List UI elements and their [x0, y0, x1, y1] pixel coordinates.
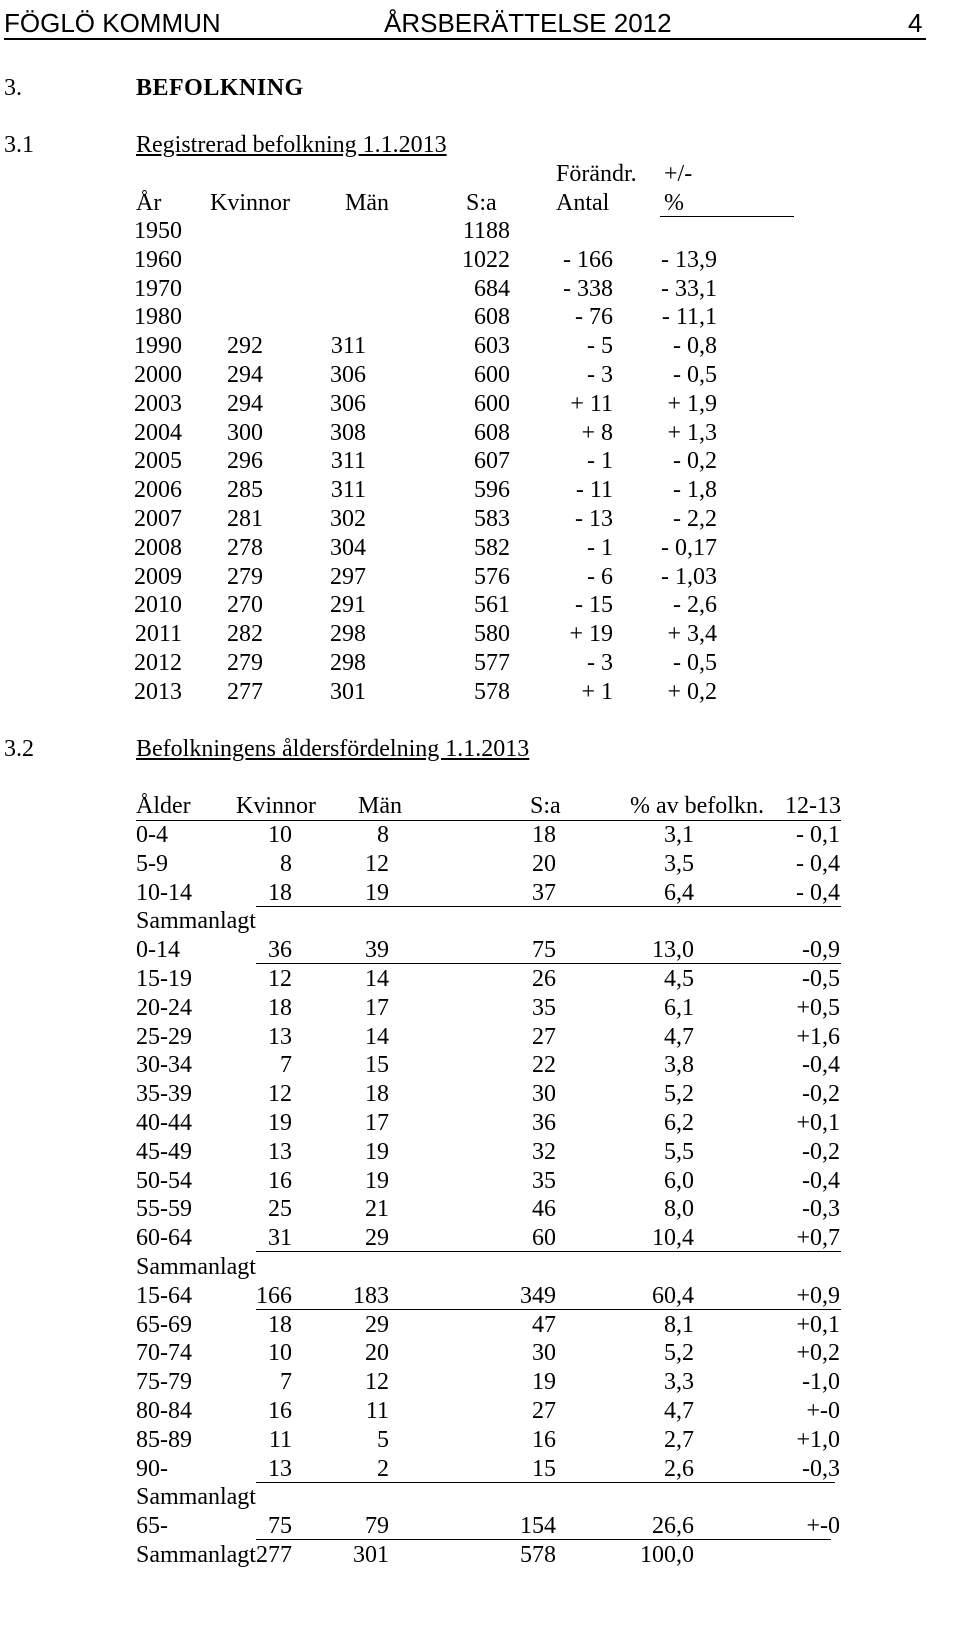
change-count-cell: - 3: [587, 650, 613, 676]
age-cell: 50-54: [136, 1167, 192, 1194]
women-cell: 8: [280, 850, 292, 877]
age-cell: 55-59: [136, 1196, 192, 1223]
change-count-cell: - 5: [587, 333, 613, 360]
men-cell: 291: [330, 592, 366, 619]
block-underline: [256, 906, 841, 907]
sub2-title: Befolkningens åldersfördelning 1.1.2013: [136, 736, 530, 762]
women-cell: 16: [268, 1167, 292, 1194]
total-cell: 36: [532, 1110, 556, 1136]
men-cell: 15: [365, 1052, 389, 1079]
share-cell: 6,0: [664, 1167, 694, 1194]
women-cell: 10: [268, 1340, 292, 1367]
women-cell: 292: [227, 333, 263, 360]
total-cell: 15: [532, 1455, 556, 1482]
share-cell: 5,2: [664, 1081, 694, 1108]
women-cell: 13: [268, 1455, 292, 1482]
col-header-age: Ålder: [136, 793, 191, 819]
share-cell: 4,7: [664, 1023, 694, 1050]
total-cell: 19: [532, 1369, 556, 1396]
sub1-number: 3.1: [4, 132, 34, 158]
age-cell: 25-29: [136, 1023, 192, 1050]
year-cell: 1990: [134, 333, 182, 360]
women-cell: 277: [256, 1542, 292, 1568]
col-header-year: År: [136, 190, 162, 216]
men-cell: 79: [365, 1513, 389, 1540]
change-cell: -0,5: [802, 966, 840, 992]
age-cell: 90-: [136, 1455, 168, 1482]
women-cell: 16: [268, 1398, 292, 1424]
men-cell: 29: [365, 1225, 389, 1252]
age-cell: 20-24: [136, 994, 192, 1021]
col-header-women: Kvinnor: [236, 793, 316, 819]
age-cell: 80-84: [136, 1398, 192, 1424]
year-cell: 1950: [134, 218, 182, 244]
total-cell: 27: [532, 1398, 556, 1424]
women-cell: 12: [268, 1081, 292, 1108]
total-cell: 608: [474, 419, 510, 446]
share-cell: 3,1: [664, 822, 694, 848]
share-cell: 8,0: [664, 1196, 694, 1223]
year-cell: 2000: [134, 362, 182, 388]
men-cell: 14: [365, 1023, 389, 1050]
change-cell: +1,6: [796, 1023, 840, 1050]
year-cell: 1960: [134, 246, 182, 273]
col-header-pct: +/-: [664, 161, 693, 187]
year-cell: 2004: [134, 419, 182, 446]
total-cell: 349: [520, 1282, 556, 1309]
change-cell: +0,2: [796, 1340, 840, 1367]
col-header-change: Förändr.: [556, 161, 637, 187]
change-count-cell: - 76: [575, 304, 613, 331]
col-header-percent: %: [664, 190, 684, 216]
change-cell: - 0,1: [796, 822, 840, 848]
men-cell: 311: [330, 477, 366, 504]
share-cell: 2,6: [664, 1455, 694, 1482]
total-cell: 30: [532, 1081, 556, 1108]
header-report-title: ÅRSBERÄTTELSE 2012: [384, 8, 672, 38]
women-cell: 7: [280, 1052, 292, 1079]
change-percent-cell: + 0,2: [667, 678, 717, 705]
men-cell: 298: [330, 650, 366, 676]
age-cell: Sammanlagt: [136, 1542, 256, 1568]
age-cell: 75-79: [136, 1369, 192, 1396]
year-cell: 2005: [134, 448, 182, 475]
total-cell: 35: [532, 994, 556, 1021]
col-header-count: Antal: [556, 190, 610, 216]
col-header-men: Män: [358, 793, 402, 819]
total-cell: 578: [520, 1542, 556, 1568]
total-cell: 596: [474, 477, 510, 504]
women-cell: 12: [268, 966, 292, 992]
share-cell: 6,2: [664, 1110, 694, 1136]
col-header-change: 12-13: [785, 793, 841, 819]
women-cell: 11: [268, 1426, 292, 1453]
men-cell: 17: [365, 1110, 389, 1136]
men-cell: 306: [330, 362, 366, 388]
men-cell: 304: [330, 534, 366, 561]
section-number: 3.: [4, 75, 22, 101]
col-header-men: Män: [345, 190, 389, 216]
total-cell: 600: [474, 390, 510, 417]
change-count-cell: - 11: [575, 477, 613, 504]
share-cell: 6,1: [664, 994, 694, 1021]
women-cell: 277: [227, 678, 263, 705]
change-percent-cell: + 1,3: [667, 419, 717, 446]
year-cell: 2012: [134, 650, 182, 676]
change-cell: -0,9: [802, 937, 840, 964]
change-percent-cell: - 33,1: [661, 275, 717, 302]
change-count-cell: - 1: [587, 448, 613, 475]
header-municipality: FÖGLÖ KOMMUN: [4, 8, 221, 38]
men-cell: 19: [365, 879, 389, 906]
men-cell: 306: [330, 390, 366, 417]
change-cell: +0,9: [796, 1282, 840, 1309]
change-cell: +0,5: [796, 994, 840, 1021]
change-percent-cell: - 13,9: [661, 246, 717, 273]
change-count-cell: - 3: [587, 362, 613, 388]
total-cell: 47: [532, 1311, 556, 1338]
women-cell: 7: [280, 1369, 292, 1396]
change-count-cell: + 1: [581, 678, 613, 705]
age-cell: 65-69: [136, 1311, 192, 1338]
men-cell: 19: [365, 1167, 389, 1194]
total-cell: 37: [532, 879, 556, 906]
total-cell: 561: [474, 592, 510, 619]
share-cell: 13,0: [652, 937, 694, 964]
share-cell: 5,5: [664, 1138, 694, 1165]
year-cell: 2006: [134, 477, 182, 504]
men-cell: 2: [377, 1455, 389, 1482]
year-cell: 2007: [134, 506, 182, 532]
total-cell: 60: [532, 1225, 556, 1252]
age-cell: 40-44: [136, 1110, 192, 1136]
total-cell: 27: [532, 1023, 556, 1050]
men-cell: 21: [365, 1196, 389, 1223]
women-cell: 18: [268, 1311, 292, 1338]
sub1-title: Registrerad befolkning 1.1.2013: [136, 132, 447, 158]
women-cell: 282: [227, 621, 263, 648]
change-cell: -0,4: [802, 1167, 840, 1194]
total-cell: 608: [474, 304, 510, 331]
change-count-cell: - 6: [587, 563, 613, 590]
subtotal-underline: [256, 963, 841, 964]
women-cell: 31: [268, 1225, 292, 1252]
total-cell: 582: [474, 534, 510, 561]
men-cell: 311: [330, 333, 366, 360]
change-cell: -0,2: [802, 1081, 840, 1108]
total-cell: 603: [474, 333, 510, 360]
age-cell: 65-: [136, 1513, 168, 1540]
women-cell: 281: [227, 506, 263, 532]
subtotal-label: Sammanlagt: [136, 1484, 256, 1511]
men-cell: 297: [330, 563, 366, 590]
men-cell: 301: [353, 1542, 389, 1568]
men-cell: 29: [365, 1311, 389, 1338]
change-percent-cell: + 1,9: [667, 390, 717, 417]
change-cell: -1,0: [802, 1369, 840, 1396]
col-header-share: % av befolkn.: [630, 793, 764, 819]
share-cell: 10,4: [652, 1225, 694, 1252]
change-count-cell: + 8: [581, 419, 613, 446]
change-count-cell: - 15: [575, 592, 613, 619]
section-title: BEFOLKNING: [136, 75, 304, 101]
share-cell: 6,4: [664, 879, 694, 906]
women-cell: 270: [227, 592, 263, 619]
change-percent-cell: - 0,2: [673, 448, 717, 475]
year-cell: 2008: [134, 534, 182, 561]
subtotal-label: Sammanlagt: [136, 1254, 256, 1280]
subtotal-label: Sammanlagt: [136, 908, 256, 935]
men-cell: 308: [330, 419, 366, 446]
men-cell: 183: [353, 1282, 389, 1309]
share-cell: 2,7: [664, 1426, 694, 1453]
men-cell: 8: [377, 822, 389, 848]
year-cell: 2009: [134, 563, 182, 590]
sub2-number: 3.2: [4, 736, 34, 762]
women-cell: 13: [268, 1138, 292, 1165]
age-cell: 35-39: [136, 1081, 192, 1108]
men-cell: 12: [365, 1369, 389, 1396]
change-cell: +-0: [806, 1513, 840, 1540]
year-cell: 2003: [134, 390, 182, 417]
year-cell: 2013: [134, 678, 182, 705]
change-percent-cell: - 0,5: [673, 650, 717, 676]
total-cell: 1188: [462, 218, 510, 244]
women-cell: 279: [227, 650, 263, 676]
age-cell: 60-64: [136, 1225, 192, 1252]
total-cell: 576: [474, 563, 510, 590]
women-cell: 300: [227, 419, 263, 446]
col-header-total: S:a: [530, 793, 561, 819]
header-rule: [4, 38, 926, 40]
year-cell: 1970: [134, 275, 182, 302]
men-cell: 5: [377, 1426, 389, 1453]
men-cell: 11: [365, 1398, 389, 1424]
change-percent-cell: - 2,2: [673, 506, 717, 532]
change-count-cell: - 13: [575, 506, 613, 532]
change-cell: +0,7: [796, 1225, 840, 1252]
women-cell: 296: [227, 448, 263, 475]
women-cell: 18: [268, 994, 292, 1021]
total-cell: 1022: [462, 246, 510, 273]
total-cell: 75: [532, 937, 556, 964]
subtotal-underline: [256, 1309, 841, 1310]
header-page-number: 4: [908, 8, 923, 38]
share-cell: 4,5: [664, 966, 694, 992]
total-cell: 35: [532, 1167, 556, 1194]
men-cell: 12: [365, 850, 389, 877]
year-cell: 2010: [134, 592, 182, 619]
total-cell: 600: [474, 362, 510, 388]
men-cell: 19: [365, 1138, 389, 1165]
block-underline: [256, 1482, 835, 1483]
change-cell: +0,1: [796, 1311, 840, 1338]
men-cell: 311: [330, 448, 366, 475]
age-cell: 0-14: [136, 937, 180, 964]
women-cell: 294: [227, 362, 263, 388]
change-percent-cell: - 1,8: [673, 477, 717, 504]
change-percent-cell: - 2,6: [673, 592, 717, 619]
share-cell: 3,8: [664, 1052, 694, 1079]
change-cell: -0,3: [802, 1196, 840, 1223]
share-cell: 60,4: [652, 1282, 694, 1309]
women-cell: 75: [268, 1513, 292, 1540]
header-underline: [660, 216, 794, 217]
change-count-cell: - 1: [587, 534, 613, 561]
age-cell: 45-49: [136, 1138, 192, 1165]
age-cell: 85-89: [136, 1426, 192, 1453]
change-cell: -0,2: [802, 1138, 840, 1165]
subtotal-underline: [256, 1539, 831, 1540]
women-cell: 36: [268, 937, 292, 964]
share-cell: 100,0: [640, 1542, 694, 1568]
change-percent-cell: - 0,5: [673, 362, 717, 388]
women-cell: 18: [268, 879, 292, 906]
change-count-cell: + 19: [569, 621, 613, 648]
change-percent-cell: + 3,4: [667, 621, 717, 648]
change-cell: +0,1: [796, 1110, 840, 1136]
share-cell: 4,7: [664, 1398, 694, 1424]
year-cell: 1980: [134, 304, 182, 331]
total-cell: 32: [532, 1138, 556, 1165]
total-cell: 583: [474, 506, 510, 532]
share-cell: 3,5: [664, 850, 694, 877]
age-cell: 0-4: [136, 822, 168, 848]
year-cell: 2011: [134, 621, 182, 648]
total-cell: 154: [520, 1513, 556, 1540]
men-cell: 20: [365, 1340, 389, 1367]
change-cell: -0,3: [802, 1455, 840, 1482]
change-cell: - 0,4: [796, 879, 840, 906]
change-cell: +1,0: [796, 1426, 840, 1453]
women-cell: 10: [268, 822, 292, 848]
men-cell: 39: [365, 937, 389, 964]
change-cell: -0,4: [802, 1052, 840, 1079]
women-cell: 285: [227, 477, 263, 504]
change-cell: +-0: [806, 1398, 840, 1424]
men-cell: 18: [365, 1081, 389, 1108]
total-cell: 580: [474, 621, 510, 648]
share-cell: 5,2: [664, 1340, 694, 1367]
col-header-women: Kvinnor: [210, 190, 290, 216]
women-cell: 25: [268, 1196, 292, 1223]
total-cell: 22: [532, 1052, 556, 1079]
men-cell: 298: [330, 621, 366, 648]
total-cell: 577: [474, 650, 510, 676]
age-cell: 5-9: [136, 850, 168, 877]
col-header-total: S:a: [466, 190, 497, 216]
age-cell: 15-64: [136, 1282, 192, 1309]
men-cell: 301: [330, 678, 366, 705]
men-cell: 17: [365, 994, 389, 1021]
total-cell: 30: [532, 1340, 556, 1367]
total-cell: 16: [532, 1426, 556, 1453]
change-percent-cell: - 1,03: [661, 563, 717, 590]
share-cell: 3,3: [664, 1369, 694, 1396]
change-cell: - 0,4: [796, 850, 840, 877]
women-cell: 19: [268, 1110, 292, 1136]
age-cell: 10-14: [136, 879, 192, 906]
block-underline: [256, 1251, 841, 1252]
change-count-cell: + 11: [570, 390, 613, 417]
total-cell: 607: [474, 448, 510, 475]
age-cell: 15-19: [136, 966, 192, 992]
total-cell: 20: [532, 850, 556, 877]
total-cell: 46: [532, 1196, 556, 1223]
women-cell: 13: [268, 1023, 292, 1050]
change-percent-cell: - 11,1: [661, 304, 717, 331]
total-cell: 26: [532, 966, 556, 992]
change-count-cell: - 338: [563, 275, 613, 302]
total-cell: 684: [474, 275, 510, 302]
change-count-cell: - 166: [563, 246, 613, 273]
women-cell: 294: [227, 390, 263, 417]
share-cell: 8,1: [664, 1311, 694, 1338]
men-cell: 14: [365, 966, 389, 992]
age-cell: 30-34: [136, 1052, 192, 1079]
share-cell: 26,6: [652, 1513, 694, 1540]
women-cell: 278: [227, 534, 263, 561]
men-cell: 302: [330, 506, 366, 532]
women-cell: 279: [227, 563, 263, 590]
age-cell: 70-74: [136, 1340, 192, 1367]
change-percent-cell: - 0,17: [661, 534, 717, 561]
change-percent-cell: - 0,8: [673, 333, 717, 360]
women-cell: 166: [256, 1282, 292, 1309]
total-cell: 578: [474, 678, 510, 705]
total-cell: 18: [532, 822, 556, 848]
